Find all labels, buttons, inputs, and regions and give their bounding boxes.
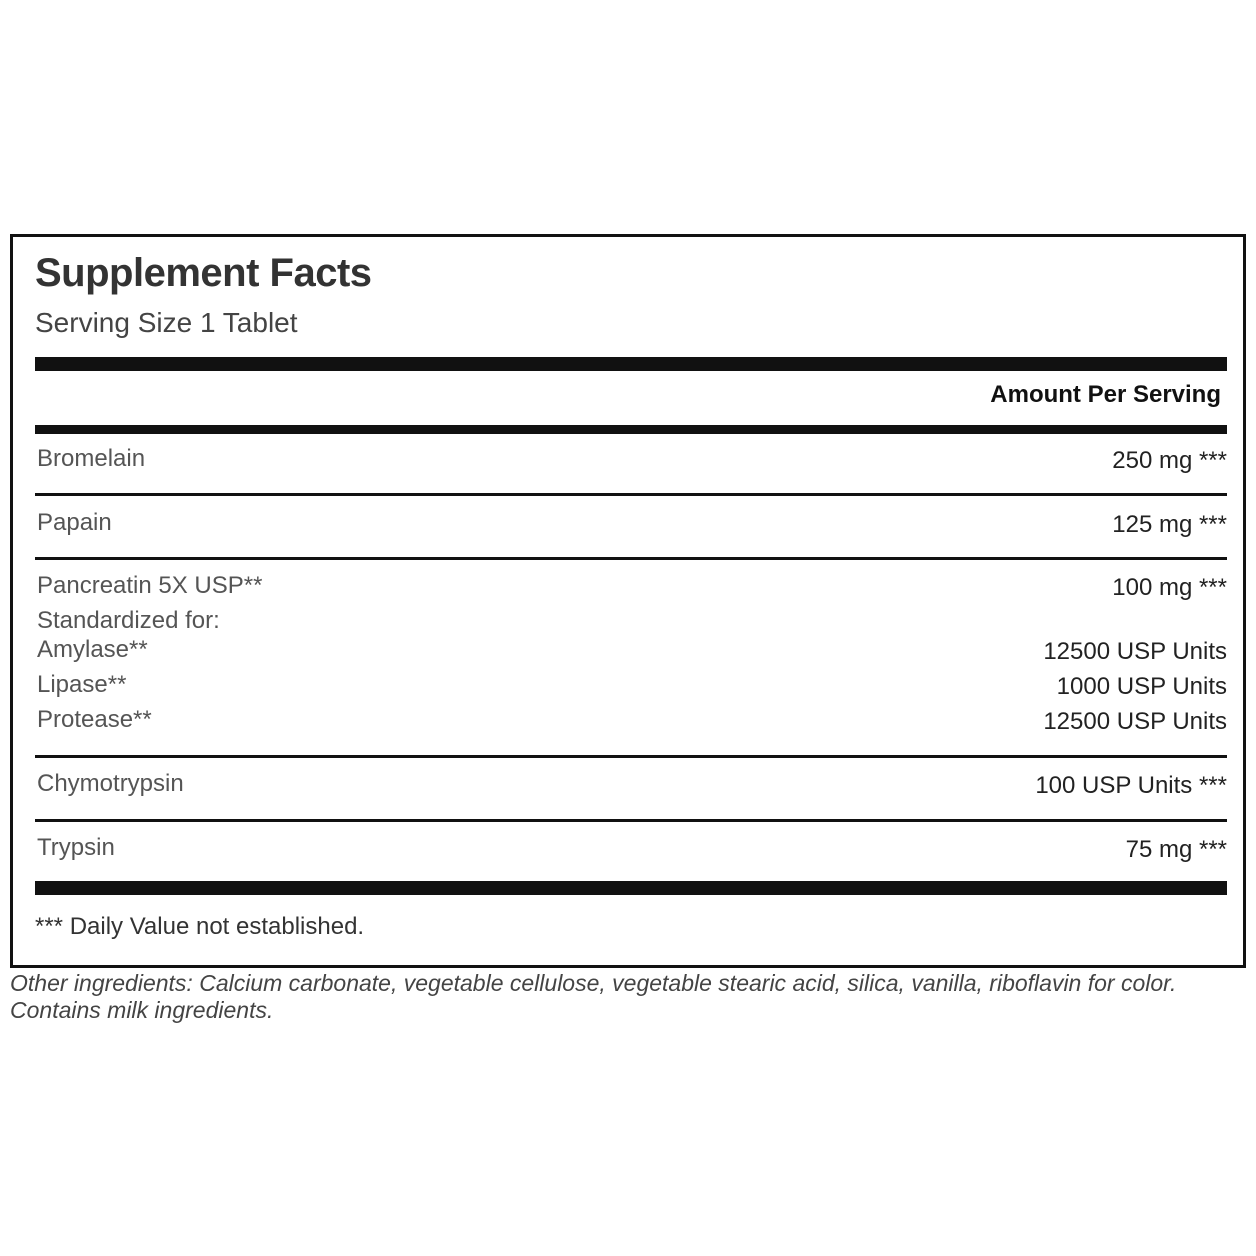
nutrient-amount: 75 mg *** [1125,836,1227,863]
nutrient-row-amylase [35,636,1227,670]
divider-thin [35,819,1227,822]
nutrient-name: Chymotrypsin [37,770,184,797]
nutrient-name: Standardized for: [37,607,220,634]
nutrient-row-trypsin [35,834,1227,868]
nutrient-row-bromelain [35,445,1227,479]
nutrient-row-chymotrypsin [35,770,1227,804]
nutrient-name: Amylase** [37,636,148,663]
daily-value-footnote: *** Daily Value not established. [35,913,365,940]
nutrient-amount: 125 mg *** [1112,511,1227,538]
nutrient-amount: 12500 USP Units [1043,638,1227,665]
divider-thick [35,357,1227,371]
panel-title: Supplement Facts [35,251,372,295]
nutrient-name: Protease** [37,706,152,733]
serving-size: Serving Size 1 Tablet [35,307,298,338]
amount-per-serving-header: Amount Per Serving [990,381,1221,408]
divider-medium [35,425,1227,434]
nutrient-amount: 100 mg *** [1112,574,1227,601]
nutrient-row-lipase [35,671,1227,705]
nutrient-amount: 12500 USP Units [1043,708,1227,735]
divider-thin [35,557,1227,560]
divider-thick [35,881,1227,895]
nutrient-name: Pancreatin 5X USP** [37,572,263,599]
nutrient-name: Lipase** [37,671,127,698]
nutrient-amount: 100 USP Units *** [1035,772,1227,799]
nutrient-name: Bromelain [37,445,146,472]
nutrient-row-protease [35,706,1227,740]
divider-thin [35,755,1227,758]
nutrient-row-pancreatin [35,572,1227,606]
nutrient-name: Trypsin [37,834,115,861]
divider-thin [35,493,1227,496]
nutrient-row-papain [35,509,1227,543]
nutrient-amount: 1000 USP Units [1056,673,1227,700]
other-ingredients: Other ingredients: Calcium carbonate, vegetable cellulose, vegetable stearic acid, silica, vanilla, riboflavin for color. Contains milk ingredients. [10,970,1177,1023]
supplement-facts-panel [10,234,1246,968]
nutrient-amount: 250 mg *** [1112,447,1227,474]
nutrient-name: Papain [37,509,112,536]
